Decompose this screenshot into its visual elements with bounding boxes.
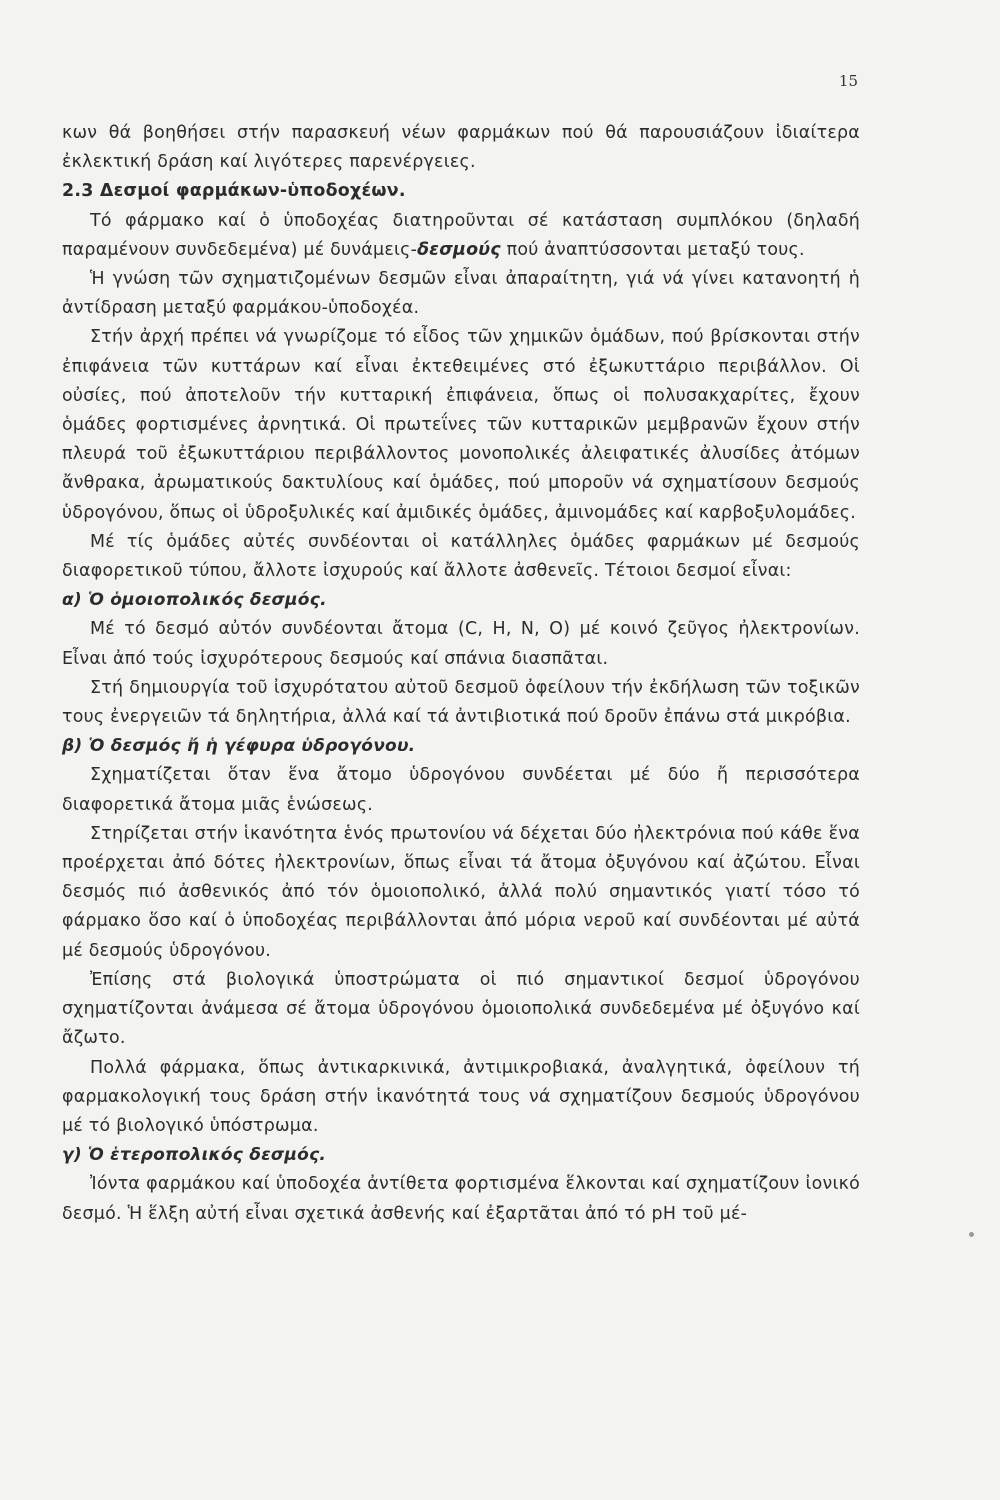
list-marker: γ) [62,1145,82,1166]
paragraph-hydrogen-2: Στηρίζεται στήν ἱκανότητα ἑνός πρωτονίου νά δέχεται δύο ἠλεκτρόνια πού κάθε ἕνα προέρχεται ἀπό δότες ἠλεκτρονίων, ὅπως εἶναι τά ἄτομα ὀξυγόνου καί ἀζώτου. Εἶναι δεσμός πιό ἀσθενικός ἀπό τόν ὁμοιοπολικό, ἀλλά πολύ σημαντικός γιατί τόσο τό φάρμακο ὅσο καί ὁ ὑποδοχέας περιβάλλονται ἀπό μόρια νεροῦ καί συνδέονται μέ αὐτά μέ δεσμούς ὑδρογόνου. [62,823,860,961]
subheading-title: Ὁ δεσμός ἤ ἡ γέφυρα ὑδρογόνου. [88,736,416,757]
paragraph-bonds-intro [62,207,860,265]
subheading-hydrogen-bond [62,732,860,761]
page-body [62,119,860,1229]
paragraph-bond-types: Μέ τίς ὁμάδες αὐτές συνδέονται οἱ κατάλληλες ὁμάδες φαρμάκων μέ δεσμούς διαφορετικοῦ τύπου, ἄλλοτε ἰσχυρούς καί ἄλλοτε ἀσθενεῖς. Τέτοιοι δεσμοί εἶναι: [62,531,860,582]
paragraph-covalent-2: Στή δημιουργία τοῦ ἰσχυρότατου αὐτοῦ δεσμοῦ ὀφείλουν τήν ἐκδήλωση τῶν τοξικῶν τους ἐνεργειῶν τά δηλητήρια, ἀλλά καί τά ἀντιβιοτικά πού δροῦν ἐπάνω στά μικρόβια. [62,677,860,728]
paragraph-hydrogen-3: Ἐπίσης στά βιολογικά ὑποστρώματα οἱ πιό σημαντικοί δεσμοί ὑδρογόνου σχηματίζονται ἀνάμεσα σέ ἄτομα ὑδρογόνου ὁμοιοπολικά συνδεδεμένα μέ ὀξυγόνο καί ἄζωτο. [62,969,860,1049]
text-segment: πού ἀναπτύσσονται μεταξύ τους. [500,239,805,260]
list-marker: α) [62,590,82,611]
paragraph-continued: κων θά βοηθήσει στήν παρασκευή νέων φαρμάκων πού θά παρουσιάζουν ἰδιαίτερα ἐκλεκτική δράση καί λιγότερες παρενέργειες. [62,123,860,173]
paragraph-cell-surface: Στήν ἀρχή πρέπει νά γνωρίζομε τό εἶδος τῶν χημικῶν ὁμάδων, πού βρίσκονται στήν ἐπιφάνεια τῶν κυττάρων καί εἶναι ἐκτεθειμένες στό ἐξωκυττάριο περιβάλλον. Οἱ οὐσίες, πού ἀποτελοῦν τήν κυτταρική ἐπιφάνεια, ὅπως οἱ πολυσακχαρίτες, ἔχουν ὁμάδες φορτισμένες ἀρνητικά. Οἱ πρωτεΐνες τῶν κυτταρικῶν μεμβρανῶν ἔχουν στήν πλευρά τοῦ ἐξωκυττάριου περιβάλλοντος μονοπολικές ἀλειφατικές ἀλυσίδες ἀτόμων ἄνθρακα, ἀρωματικούς δακτυλίους καί ὁμάδες, πού μποροῦν νά σχηματίσουν δεσμούς ὑδρογόνου, ὅπως οἱ ὑδροξυλικές καί ἀμιδικές ὁμάδες, ἀμινομάδες καί καρβοξυλομάδες. [62,327,860,523]
paragraph-ionic-1: Ἰόντα φαρμάκου καί ὑποδοχέα ἀντίθετα φορτισμένα ἕλκονται καί σχηματίζουν ἰονικό δεσμό. Ἡ ἕλξη αὐτή εἶναι σχετικά ἀσθενής καί ἐξαρτᾶται ἀπό τό pH τοῦ μέ- [62,1174,860,1224]
text-segment: Τό φάρμακο καί ὁ ὑποδοχέας διατηροῦνται σέ κατάσταση συμπλόκου (δηλαδή παραμένουν συνδεδεμένα) μέ δυνάμεις- [62,210,860,260]
margin-speck [969,1232,974,1237]
paragraph-hydrogen-4: Πολλά φάρμακα, ὅπως ἀντικαρκινικά, ἀντιμικροβιακά, ἀναλγητικά, ὀφείλουν τή φαρμακολογική τους δράση στήν ἱκανότητά τους νά σχηματίζουν δεσμούς ὑδρογόνου μέ τό βιολογικό ὑπόστρωμα. [62,1057,860,1136]
emphasized-term: δεσμούς [417,239,501,260]
subheading-ionic [62,1141,860,1170]
subheading-title: Ὁ ἑτεροπολικός δεσμός. [87,1145,327,1166]
paragraph-covalent-1: Μέ τό δεσμό αὐτόν συνδέονται ἄτομα (C, H, N, O) μέ κοινό ζεῦγος ἠλεκτρονίων. Εἶναι ἀπό τούς ἰσχυρότερους δεσμούς καί σπάνια διασπᾶται. [62,619,860,669]
list-marker: β) [62,736,83,757]
subheading-title: Ὁ ὁμοιοπολικός δεσμός. [87,590,327,611]
paragraph-knowledge: Ἡ γνώση τῶν σχηματιζομένων δεσμῶν εἶναι ἀπαραίτητη, γιά νά γίνει κατανοητή ἡ ἀντίδραση μεταξύ φαρμάκου-ὑποδοχέα. [62,269,860,319]
paragraph-hydrogen-1: Σχηματίζεται ὅταν ἕνα ἄτομο ὑδρογόνου συνδέεται μέ δύο ἤ περισσότερα διαφορετικά ἄτομα μιᾶς ἑνώσεως. [62,765,860,815]
subheading-covalent [62,586,860,615]
section-heading: 2.3 Δεσμοί φαρμάκων-ὑποδοχέων. [62,181,406,202]
page-number: 15 [838,72,858,90]
